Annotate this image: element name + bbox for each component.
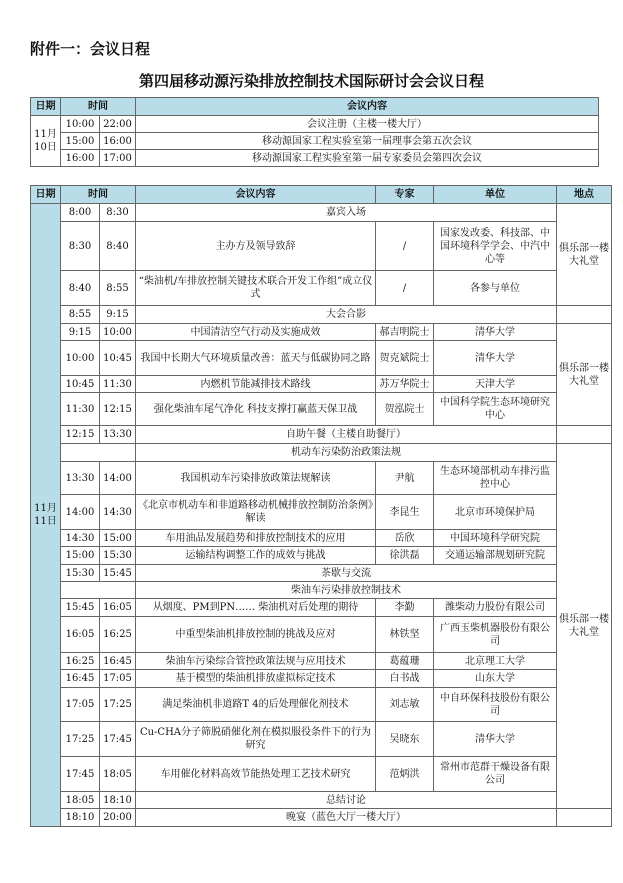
unit: 北京市环境保护局 xyxy=(434,495,557,530)
unit: 中自环保科技股份有限公司 xyxy=(434,688,557,722)
expert: 林铁坚 xyxy=(376,617,434,653)
start-time: 17:45 xyxy=(61,757,100,792)
start-time: 17:25 xyxy=(61,722,100,757)
table-row xyxy=(31,688,612,722)
session-content: 中重型柴油机排放控制的挑战及应对 xyxy=(136,617,376,653)
expert: 郝吉明院士 xyxy=(376,324,434,341)
end-time: 12:15 xyxy=(100,393,136,426)
end-time: 17:05 xyxy=(100,670,136,688)
start-time: 13:30 xyxy=(61,462,100,495)
unit: 天津大学 xyxy=(434,376,557,393)
end-time: 14:00 xyxy=(100,462,136,495)
venue: 俱乐部一楼大礼堂 xyxy=(557,204,612,306)
expert: 苏万华院士 xyxy=(376,376,434,393)
session-content: 运输结构调整工作的成效与挑战 xyxy=(136,547,376,565)
unit: 交通运输部规划研究院 xyxy=(434,547,557,565)
unit: 中国科学院生态环境研究中心 xyxy=(434,393,557,426)
session-content: 晚宴（蓝色大厅一楼大厅） xyxy=(136,809,557,827)
expert: / xyxy=(376,222,434,271)
expert: 贺克斌院士 xyxy=(376,341,434,376)
session-content: 车用油品发展趋势和排放控制技术的应用 xyxy=(136,530,376,547)
end-time: 16:45 xyxy=(100,653,136,670)
end-time: 15:45 xyxy=(100,565,136,582)
start-time: 15:00 xyxy=(61,547,100,565)
session-content: “柴油机/车排放控制关键技术联合开发工作组”成立仪式 xyxy=(136,271,376,306)
session-content: 基于模型的柴油机排放虚拟标定技术 xyxy=(136,670,376,688)
table-row xyxy=(31,495,612,530)
table-row xyxy=(31,547,612,565)
session-content: 会议注册（主楼一楼大厅） xyxy=(136,116,599,133)
schedule-table-day1 xyxy=(30,97,599,167)
unit: 广西玉柴机器股份有限公司 xyxy=(434,617,557,653)
table-row xyxy=(31,116,599,133)
header-date: 日期 xyxy=(31,186,61,204)
unit: 北京理工大学 xyxy=(434,653,557,670)
expert: 贺泓院士 xyxy=(376,393,434,426)
unit: 清华大学 xyxy=(434,722,557,757)
table-row xyxy=(31,530,612,547)
end-time: 14:30 xyxy=(100,495,136,530)
end-time: 17:45 xyxy=(100,722,136,757)
start-time: 18:10 xyxy=(61,809,100,827)
start-time: 10:45 xyxy=(61,376,100,393)
start-time: 14:30 xyxy=(61,530,100,547)
unit: 国家发改委、科技部、中国环境科学学会、中汽中心等 xyxy=(434,222,557,271)
unit: 清华大学 xyxy=(434,324,557,341)
table-header-row xyxy=(31,186,612,204)
expert: 葛蕴珊 xyxy=(376,653,434,670)
expert: 范炳洪 xyxy=(376,757,434,792)
end-time: 22:00 xyxy=(100,116,136,133)
table-row xyxy=(31,133,599,150)
session-content: 嘉宾入场 xyxy=(136,204,557,222)
header-content: 会议内容 xyxy=(136,98,599,116)
expert: 刘志敏 xyxy=(376,688,434,722)
expert: 白书战 xyxy=(376,670,434,688)
session-content: 满足柴油机非道路T 4的后处理催化剂技术 xyxy=(136,688,376,722)
expert: 岳欣 xyxy=(376,530,434,547)
table-row xyxy=(31,271,612,306)
session-content: 我国机动车污染排放政策法规解读 xyxy=(136,462,376,495)
session-content: 主办方及领导致辞 xyxy=(136,222,376,271)
table-row xyxy=(31,653,612,670)
end-time: 9:15 xyxy=(100,306,136,324)
session-content: 我国中长期大气环境质量改善：蓝天与低碳协同之路 xyxy=(136,341,376,376)
table-row xyxy=(31,809,612,827)
unit: 山东大学 xyxy=(434,670,557,688)
start-time: 15:00 xyxy=(61,133,100,150)
unit: 常州市范群干燥设备有限公司 xyxy=(434,757,557,792)
empty-time xyxy=(61,582,136,599)
table-row xyxy=(31,670,612,688)
end-time: 10:00 xyxy=(100,324,136,341)
session-content: 从烟度、PM到PN…… 柴油机对后处理的期待 xyxy=(136,599,376,617)
unit: 清华大学 xyxy=(434,341,557,376)
unit: 各参与单位 xyxy=(434,271,557,306)
end-time: 10:45 xyxy=(100,341,136,376)
start-time: 8:00 xyxy=(61,204,100,222)
start-time: 10:00 xyxy=(61,116,100,133)
table-row xyxy=(31,565,612,582)
table-row xyxy=(31,462,612,495)
schedule-table-day2 xyxy=(30,185,612,827)
table-row xyxy=(31,341,612,376)
end-time: 16:25 xyxy=(100,617,136,653)
end-time: 8:30 xyxy=(100,204,136,222)
start-time: 11:30 xyxy=(61,393,100,426)
unit: 潍柴动力股份有限公司 xyxy=(434,599,557,617)
header-content: 会议内容 xyxy=(136,186,376,204)
session-content: 总结讨论 xyxy=(136,792,557,809)
expert: / xyxy=(376,271,434,306)
session-content: 自助午餐（主楼自助餐厅） xyxy=(136,426,557,444)
start-time: 10:00 xyxy=(61,341,100,376)
end-time: 8:55 xyxy=(100,271,136,306)
date-cell: 11月10日 xyxy=(31,116,61,167)
end-time: 11:30 xyxy=(100,376,136,393)
end-time: 18:05 xyxy=(100,757,136,792)
expert: 吴晓东 xyxy=(376,722,434,757)
header-time: 时间 xyxy=(61,98,136,116)
start-time: 8:30 xyxy=(61,222,100,271)
end-time: 17:25 xyxy=(100,688,136,722)
session-content: 车用催化材料高效节能热处理工艺技术研究 xyxy=(136,757,376,792)
header-expert: 专家 xyxy=(376,186,434,204)
page-title: 第四届移动源污染排放控制技术国际研讨会会议日程 xyxy=(138,72,484,90)
session-content: 强化柴油车尾气净化 科技支撑打赢蓝天保卫战 xyxy=(136,393,376,426)
table-row xyxy=(31,204,612,222)
table-row xyxy=(31,792,612,809)
session-content: 茶歇与交流 xyxy=(136,565,557,582)
session-content: 大会合影 xyxy=(136,306,557,324)
end-time: 18:10 xyxy=(100,792,136,809)
table-row xyxy=(31,582,612,599)
venue xyxy=(557,426,612,444)
table-row xyxy=(31,426,612,444)
header-unit: 单位 xyxy=(434,186,557,204)
end-time: 20:00 xyxy=(100,809,136,827)
table-row xyxy=(31,222,612,271)
table-row xyxy=(31,306,612,324)
unit: 生态环境部机动车排污监控中心 xyxy=(434,462,557,495)
expert: 尹航 xyxy=(376,462,434,495)
table-row xyxy=(31,599,612,617)
venue: 俱乐部一楼大礼堂 xyxy=(557,444,612,809)
header-venue: 地点 xyxy=(557,186,612,204)
table-row xyxy=(31,324,612,341)
header-time: 时间 xyxy=(61,186,136,204)
start-time: 15:45 xyxy=(61,599,100,617)
session-content: 内燃机节能减排技术路线 xyxy=(136,376,376,393)
session-content: 柴油车污染排放控制技术 xyxy=(136,582,557,599)
table-row xyxy=(31,722,612,757)
start-time: 15:30 xyxy=(61,565,100,582)
session-content: 移动源国家工程实验室第一届理事会第五次会议 xyxy=(136,133,599,150)
header-date: 日期 xyxy=(31,98,61,116)
start-time: 16:00 xyxy=(61,150,100,167)
end-time: 13:30 xyxy=(100,426,136,444)
start-time: 8:40 xyxy=(61,271,100,306)
start-time: 12:15 xyxy=(61,426,100,444)
empty-time xyxy=(61,444,136,462)
end-time: 15:00 xyxy=(100,530,136,547)
table-row xyxy=(31,617,612,653)
table-row xyxy=(31,444,612,462)
start-time: 14:00 xyxy=(61,495,100,530)
expert: 李勤 xyxy=(376,599,434,617)
end-time: 16:05 xyxy=(100,599,136,617)
start-time: 16:05 xyxy=(61,617,100,653)
start-time: 9:15 xyxy=(61,324,100,341)
start-time: 16:25 xyxy=(61,653,100,670)
table-row xyxy=(31,376,612,393)
start-time: 8:55 xyxy=(61,306,100,324)
session-content: 柴油车污染综合管控政策法规与应用技术 xyxy=(136,653,376,670)
expert: 李昆生 xyxy=(376,495,434,530)
venue: 俱乐部一楼大礼堂 xyxy=(557,324,612,426)
table-row xyxy=(31,757,612,792)
start-time: 16:45 xyxy=(61,670,100,688)
start-time: 17:05 xyxy=(61,688,100,722)
end-time: 16:00 xyxy=(100,133,136,150)
venue xyxy=(557,306,612,324)
session-content: 机动车污染防治政策法规 xyxy=(136,444,557,462)
end-time: 15:30 xyxy=(100,547,136,565)
session-content: 移动源国家工程实验室第一届专家委员会第四次会议 xyxy=(136,150,599,167)
table-row xyxy=(31,393,612,426)
table-header-row xyxy=(31,98,599,116)
table-row xyxy=(31,150,599,167)
attachment-title: 附件一：会议日程 xyxy=(30,40,151,58)
date-cell: 11月11日 xyxy=(31,204,61,827)
end-time: 17:00 xyxy=(100,150,136,167)
session-content: Cu-CHA分子筛脱硝催化剂在模拟服役条件下的行为研究 xyxy=(136,722,376,757)
start-time: 18:05 xyxy=(61,792,100,809)
unit: 中国环境科学研究院 xyxy=(434,530,557,547)
end-time: 8:40 xyxy=(100,222,136,271)
session-content: 《北京市机动车和非道路移动机械排放控制防治条例》解读 xyxy=(136,495,376,530)
session-content: 中国清洁空气行动及实施成效 xyxy=(136,324,376,341)
expert: 徐洪磊 xyxy=(376,547,434,565)
venue xyxy=(557,809,612,827)
